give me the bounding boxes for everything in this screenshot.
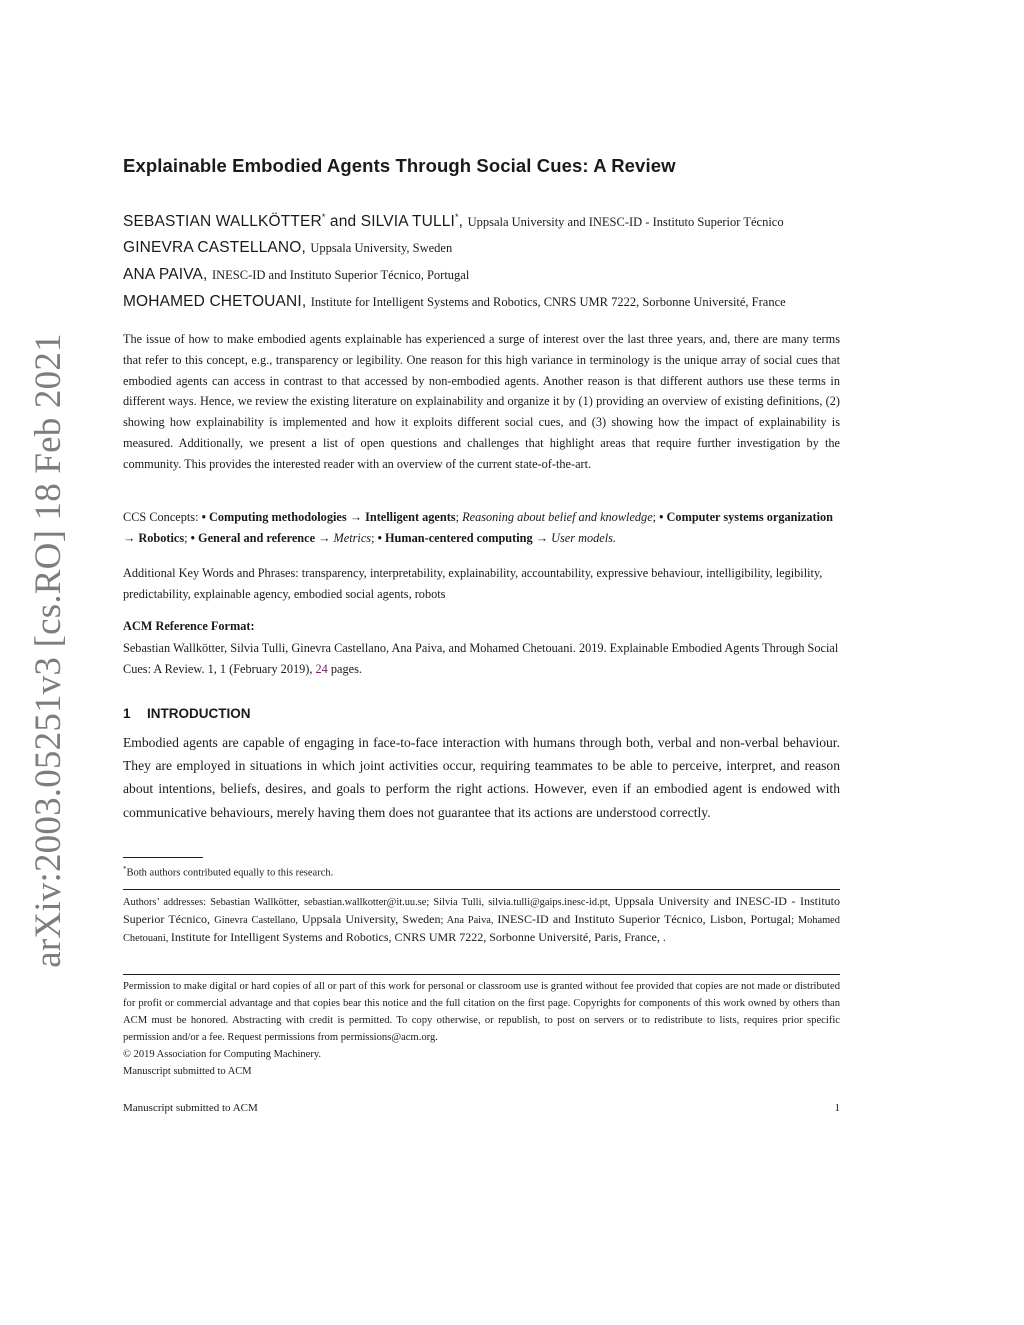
ccs-arrow: → [123, 531, 139, 545]
equal-contribution-mark: * [454, 212, 459, 222]
manuscript-note: Manuscript submitted to ACM [123, 1066, 252, 1077]
permission-notice: Permission to make digital or hard copies of all or part of this work for personal or classroom use is granted without fee provided that copies are not made or distributed for profit or commercial advantage and that copies bear this notice and the full citation on the first page. Copyrights for components of this work owned by others than ACM must be honored. Abstracting with credit is permitted. To copy otherwise, or republish, to post on servers or to redistribute to lists, requires prior specific permission and/or a fee. Request permissions from permissions@acm.org. [123, 981, 840, 1043]
acm-reference [123, 638, 840, 680]
author-line-2: GINEVRA CASTELLANO, Uppsala University, Sweden [123, 239, 453, 256]
ccs-arrow: → [532, 531, 552, 545]
acm-reference-suffix: pages. [327, 662, 362, 676]
author-joiner: and [325, 213, 361, 231]
copyright-notice: © 2019 Association for Computing Machinery. [123, 1049, 322, 1060]
author-affiliation: Institute for Intelligent Systems and Robotics, CNRS UMR 7222, Sorbonne Université, France [310, 295, 786, 309]
page-number: 1 [834, 1102, 840, 1114]
address-part: Uppsala University, Sweden [301, 912, 441, 926]
author-line-4: MOHAMED CHETOUANI, Institute for Intelligent Systems and Robotics, CNRS UMR 7222, Sorbonne Université, France [123, 293, 786, 310]
section-title: INTRODUCTION [147, 706, 251, 721]
ccs-term: Intelligent agents [365, 510, 456, 524]
author-affiliation: Uppsala University, Sweden [310, 241, 453, 255]
footnote-text: Both authors contributed equally to this research. [126, 867, 334, 879]
ccs-concepts [123, 507, 840, 549]
footnote [123, 862, 840, 881]
ccs-label: CCS Concepts: [123, 510, 202, 524]
acm-reference-text: Sebastian Wallkötter, Silvia Tulli, Ginevra Castellano, Ana Paiva, and Mohamed Chetouani. 2019. Explainable Embodied Agents Through Social Cues: A Review. 1, 1 (February 2019), [123, 641, 839, 676]
abstract: The issue of how to make embodied agents explainable has experienced a surge of interest over the last three years, and, there are many terms that refer to this concept, e.g., transparency or legibility. One reason for this high variance in terminology is the unique array of social cues that embodied agents can access in contrast to that accessed by non-embodied agents. Another reason is that different authors use these terms in different ways. Hence, we review the existing literature on explainability and organize it by (1) providing an overview of existing definitions, (2) showing how explainability is implemented and how it exploits different social cues, and (3) showing how the impact of explainability is measured. Additionally, we present a list of open questions and challenges that highlight areas that require further investigation by the community. This provides the interested reader with an overview of the current state-of-the-art. [123, 332, 840, 471]
author-name: ANA PAIVA [123, 266, 204, 283]
ccs-separator: ; [652, 510, 660, 524]
author-line-3: ANA PAIVA, INESC-ID and Instituto Superior Técnico, Portugal [123, 266, 470, 283]
section-number: 1 [123, 706, 131, 721]
address-part: INESC-ID and Instituto Superior Técnico, Lisbon, Portugal [497, 912, 792, 926]
ccs-subterm: Metrics [333, 531, 372, 545]
ccs-term: • Human-centered computing [377, 531, 533, 545]
author-affiliation: Uppsala University and INESC-ID - Instituto Superior Técnico [467, 215, 784, 230]
page-count-link[interactable]: 24 [315, 662, 328, 676]
paper-title: Explainable Embodied Agents Through Social Cues: A Review [123, 155, 676, 176]
author-name: GINEVRA CASTELLANO [123, 239, 302, 256]
ccs-arrow: → [315, 531, 334, 545]
footnote-mark: * [123, 865, 127, 873]
page-footer-left: Manuscript submitted to ACM [123, 1102, 258, 1114]
footnote-rule [123, 857, 203, 858]
ccs-term: Robotics [138, 531, 185, 545]
address-part: Uppsala University and INESC-ID - Instituto Superior Técnico, [123, 894, 840, 926]
author-name: SEBASTIAN WALLKÖTTER [123, 213, 322, 231]
ccs-term: • General and reference [190, 531, 316, 545]
keywords: Additional Key Words and Phrases: transparency, interpretability, explainability, accountability, expressive behaviour, intelligibility, legibility, predictability, explainable agency, embodied social agents, robots [123, 566, 823, 601]
author-name: MOHAMED CHETOUANI [123, 293, 302, 310]
address-part: Ginevra Castellano, [214, 915, 302, 926]
author-line-1: SEBASTIAN WALLKÖTTER* and SILVIA TULLI*, Uppsala University and INESC-ID - Instituto Superior Técnico [123, 212, 784, 231]
ccs-term: • Computer systems organization [659, 510, 834, 524]
author-name: SILVIA TULLI [360, 213, 455, 231]
ccs-separator: ; [371, 531, 378, 545]
address-part: Authors’ addresses: Sebastian Wallkötter, sebastian.wallkotter@it.uu.se; Silvia Tulli, silvia.tulli@gaips.inesc-id.pt, [123, 897, 615, 908]
arxiv-stamp-text: arXiv:2003.05251v3 [cs.RO] 18 Feb 2021 [27, 332, 69, 968]
ccs-term: • Computing methodologies [201, 510, 347, 524]
equal-contribution-mark: * [321, 212, 326, 222]
arxiv-stamp [27, 332, 69, 968]
address-part: ; Mohamed Chetouani, [123, 915, 840, 944]
address-part: ; Ana Paiva, [440, 915, 498, 926]
introduction-text: Embodied agents are capable of engaging in face-to-face interaction with humans through both, verbal and non-verbal behaviour. They are employed in situations in which joint activities occur, requiring teammates to be able to perceive, interpret, and reason about intentions, beliefs, desires, and goals to perform the right actions. However, even if an embodied agent is endowed with communicative behaviours, merely having them does not guarantee that its actions are understood correctly. [123, 735, 840, 820]
ccs-subterm: Reasoning about belief and knowledge [462, 510, 653, 524]
address-rule [123, 889, 840, 890]
ccs-separator: ; [184, 531, 191, 545]
permission-rule [123, 974, 840, 975]
address-part: Institute for Intelligent Systems and Robotics, CNRS UMR 7222, Sorbonne Université, Paris, France, . [170, 930, 666, 944]
ccs-separator: ; [455, 510, 463, 524]
acm-reference-heading: ACM Reference Format: [123, 619, 255, 633]
ccs-subterm: User models. [551, 531, 617, 545]
author-affiliation: INESC-ID and Instituto Superior Técnico, Portugal [211, 268, 470, 282]
author-addresses [123, 893, 840, 947]
ccs-arrow: → [346, 510, 366, 524]
section-heading [123, 706, 840, 721]
